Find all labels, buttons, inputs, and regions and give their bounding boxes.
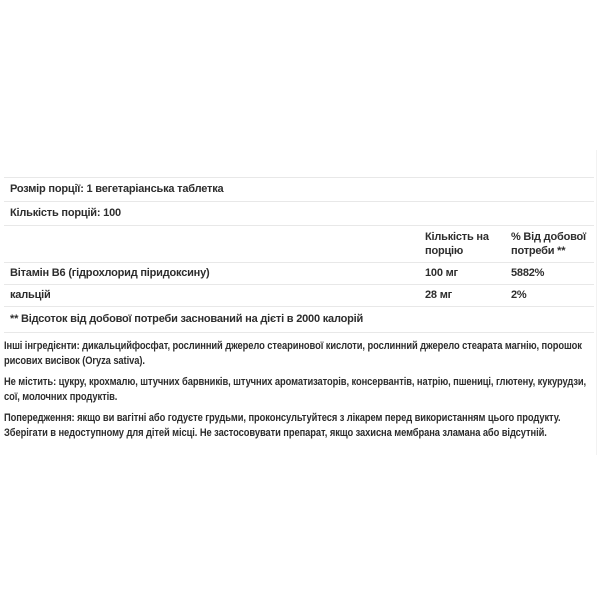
serving-size-row — [4, 177, 594, 201]
other-ingredients-label: Інші інгредієнти: — [4, 340, 80, 352]
table-row — [4, 262, 594, 284]
amount-per-serving-header: Кількість на порцію — [425, 231, 489, 257]
daily-value-footnote-text: ** Відсоток від добової потреби заснований на дієті в 2000 калорій — [10, 313, 364, 325]
daily-value-footnote-row — [4, 306, 594, 333]
nutrient-amount: 28 мг — [425, 289, 453, 301]
nutrient-amount: 100 мг — [425, 267, 458, 279]
other-ingredients-text: дикальцийфосфат, рослинний джерело стеаринової кислоти, рослинний джерело стеарата магнію, порошок рисових висівок (Oryza sativa). — [4, 340, 582, 367]
supplement-facts-table — [4, 177, 594, 333]
table-header-row — [4, 225, 594, 262]
warnings-paragraph — [4, 411, 589, 441]
does-not-contain-label: Не містить: — [4, 376, 57, 388]
panel-edge-line — [596, 150, 597, 455]
warnings-text: якщо ви вагітні або годуєте грудьми, проконсультуйтеся з лікарем перед використанням цього продукту. Зберігати в недоступному для дітей місці. Не застосовувати препарат, якщо захисна мембрана зламана або відсутній. — [4, 412, 561, 439]
table-row — [4, 284, 594, 306]
servings-per-container-text: Кількість порцій: 100 — [10, 207, 121, 219]
supplement-facts-section — [4, 177, 594, 447]
daily-value-header: % Від добової потреби ** — [511, 231, 586, 257]
nutrient-name: кальцій — [10, 289, 51, 301]
nutrient-name: Вітамін B6 (гідрохлорид піридоксину) — [10, 267, 210, 279]
serving-size-text: Розмір порції: 1 вегетаріанська таблетка — [10, 183, 224, 195]
other-ingredients-paragraph — [4, 339, 589, 369]
nutrient-daily-value: 5882% — [511, 267, 545, 279]
nutrient-daily-value: 2% — [511, 289, 527, 301]
does-not-contain-paragraph — [4, 375, 589, 405]
does-not-contain-text: цукру, крохмалю, штучних барвників, штучних ароматизаторів, консервантів, натрію, пшениці, глютену, кукурудзи, сої, молочних продуктів. — [4, 376, 587, 403]
warnings-label: Попередження: — [4, 412, 75, 424]
product-description-paragraphs — [4, 339, 589, 441]
servings-per-container-row — [4, 201, 594, 225]
